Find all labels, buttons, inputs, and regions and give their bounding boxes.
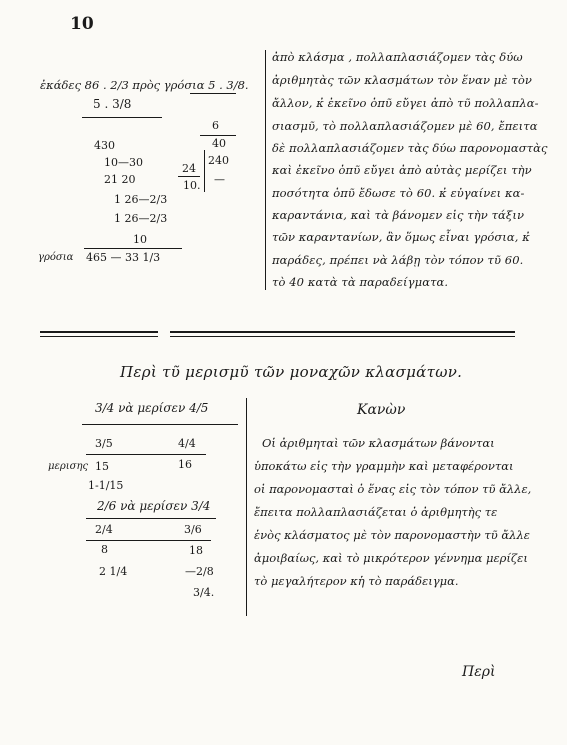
calc-header: 3/4 νὰ μερίσεν 4/5 [95,401,209,415]
text-line: τὸ 40 κατὰ τὰ παραδείγματα. [272,275,449,289]
calc-value: 10. [183,179,201,192]
calc-value: 2/4 [95,523,113,536]
meris-label: μερισης [48,461,89,472]
calc-value: 40 [212,137,226,150]
calc-line [86,454,206,455]
calc-divider [204,150,205,192]
text-line: ἔπειτα πολλαπλασιάζεται ὁ ἀριθμητὴς τε [254,505,498,519]
text-line: ἀπὸ κλάσμα , πολλαπλασιάζομεν τὰς δύω [272,50,523,64]
underline [190,93,236,94]
text-line: τὸ μεγαλήτερον κἡ τὸ παράδειγμα. [254,574,459,588]
text-line: Οἱ ἀριθμηταὶ τῶν κλασμάτων βάνονται [262,436,495,450]
double-rule [40,331,158,333]
calc-value: 2 1/4 [99,565,128,578]
calc-value: 4/4 [178,437,196,450]
calc-value: 16 [178,458,192,471]
calc-line [82,424,238,425]
section-heading: Περὶ τῦ μερισμῦ τῶν μοναχῶν κλασμάτων. [120,363,463,381]
text-line: ὑποκάτω εἰς τὴν γραμμὴν καὶ μεταφέρονται [254,459,514,473]
text-line: δὲ πολλαπλασιάζομεν τὰς δύω παρονομαστὰς [272,141,548,155]
catchword: Περὶ [462,664,496,680]
text-line: οἱ παρονομασταὶ ὁ ἕνας εἰς τὸν τόπον τῦ ἄλλε, [254,482,532,496]
calc-value: 3/5 [95,437,113,450]
calc-line [178,176,200,177]
calc-line [84,248,182,249]
calc-value: 10—30 [104,156,143,169]
text-line: σιασμῦ, τὸ πολλαπλασιάζομεν μὲ 60, ἔπειτα [272,119,538,133]
text-line: ἑνὸς κλάσματος μὲ τὸν παρονομαστὴν τῦ ἄλλε [254,528,530,542]
calc-value: 430 [94,139,115,152]
text-line: τῶν καραντανίων, ἂν ὅμως εἶναι γρόσια, κ̓ [272,230,530,244]
column-divider [246,398,247,616]
rule-title: Κανὼν [357,402,406,418]
text-line: καὶ ἐκεῖνο ὁπῦ εὔγει ἀπὸ αὐτὰς μερίζει τὴν [272,163,532,177]
calc-value: 21 20 [104,173,136,186]
calc-multiplier: 5 . 3/8 [93,97,132,111]
calc-value: 3/4. [193,586,215,599]
calc-line [82,117,162,118]
text-line: ποσότητα ὁπῦ ἔδωσε τὸ 60. κ̓ εὐγαίνει κα- [272,186,525,200]
double-rule [170,336,515,337]
calc-value: 3/6 [184,523,202,536]
double-rule [40,336,158,337]
calc-value: 240 [208,154,229,167]
calc-value: — [214,173,225,186]
calc-value: —2/8 [185,565,214,578]
text-line: ἄλλον, κ̓ ἐκεῖνο ὁπῦ εὔγει ἀπὸ τῦ πολλαπλα- [272,96,539,110]
calc-line [200,135,236,136]
column-divider [265,50,266,290]
calc-result: 465 — 33 1/3 [86,251,161,264]
calc-value: 15 [95,460,109,473]
text-line: παράδες, πρέπει νὰ λάβῃ τὸν τόπον τῦ 60. [272,253,524,267]
calc-header: ἐκάδες 86 . 2/3 πρὸς γρόσια 5 . 3/8. [40,78,249,92]
calc-value: 1 26—2/3 [114,212,168,225]
calc-line [86,540,211,541]
double-rule [170,331,515,333]
calc-line [86,518,216,519]
calc-value: 18 [189,544,203,557]
text-line: καραντάνια, καὶ τὰ βάνομεν εἰς τὴν τάξιν [272,208,525,222]
calc-value: 24 [182,162,196,175]
calc-value: 1 26—2/3 [114,193,168,206]
calc-result: 1-1/15 [88,479,124,492]
result-label: γρόσια [38,252,74,263]
calc-value: 10 [133,233,147,246]
calc-value: 6 [212,119,219,132]
text-line: ἀριθμητὰς τῶν κλασμάτων τὸν ἕναν μὲ τὸν [272,73,532,87]
page-number: 10 [70,14,94,34]
text-line: ἀμοιβαίως, καὶ τὸ μικρότερον γέννημα μερίζει [254,551,528,565]
calc-header: 2/6 νὰ μερίσεν 3/4 [97,499,211,513]
calc-value: 8 [101,543,108,556]
